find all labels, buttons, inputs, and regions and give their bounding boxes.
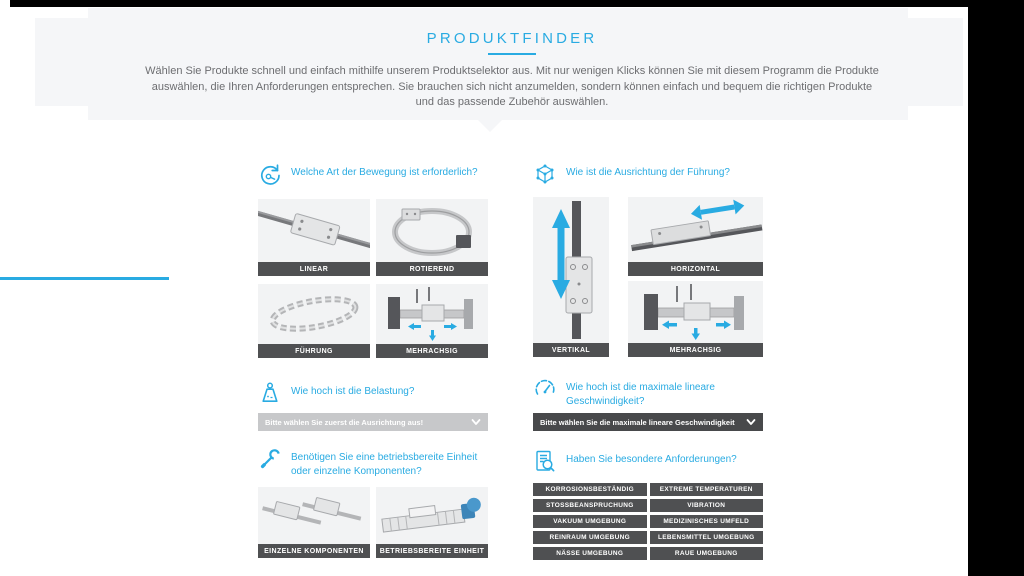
tile-rotierend[interactable] <box>376 199 488 276</box>
speedometer-icon <box>533 377 557 401</box>
question-movement <box>258 162 496 186</box>
question-speed <box>533 377 771 408</box>
tile-mehrachsig-label: MEHRACHSIG <box>376 344 488 358</box>
question-requirements-label: Haben Sie besondere Anforderungen? <box>566 454 737 465</box>
wrench-icon <box>258 447 282 471</box>
tile-fuehrung[interactable] <box>258 284 370 358</box>
fuehrung-product-image <box>258 284 370 344</box>
question-load <box>258 381 496 405</box>
page-title: PRODUKTFINDER <box>426 30 598 47</box>
req-button-stossbeanspruchung[interactable]: STOSSBEANSPRUCHUNG <box>533 499 647 512</box>
header-notch <box>477 119 503 132</box>
req-button-korrosionsbestaendig[interactable]: KORROSIONSBESTÄNDIG <box>533 483 647 496</box>
tile-linear[interactable] <box>258 199 370 276</box>
chevron-down-icon <box>746 417 756 427</box>
question-load-label: Wie hoch ist die Belastung? <box>291 386 415 397</box>
load-dropdown[interactable] <box>258 413 488 431</box>
header <box>142 30 882 111</box>
tile-rotierend-label: ROTIEREND <box>376 262 488 276</box>
question-orientation <box>533 162 771 186</box>
cube-axes-icon <box>533 162 557 186</box>
top-black-bar <box>10 0 968 7</box>
tile-betriebsbereite-einheit-label: BETRIEBSBEREITE EINHEIT <box>376 544 488 558</box>
tile-einzelne-komponenten-label: EINZELNE KOMPONENTEN <box>258 544 370 558</box>
tile-einzelne-komponenten[interactable] <box>258 487 370 558</box>
req-button-extreme-temperaturen[interactable]: EXTREME TEMPERATUREN <box>650 483 764 496</box>
speed-dropdown[interactable] <box>533 413 763 431</box>
requirements-grid <box>533 483 763 560</box>
tile-horizontal[interactable] <box>628 197 763 276</box>
tile-betriebsbereite-einheit[interactable] <box>376 487 488 558</box>
tile-vertikal[interactable] <box>533 197 609 357</box>
betriebsbereite-einheit-product-image <box>376 487 488 544</box>
speed-dropdown-value: Bitte wählen Sie die maximale lineare Geschwindigkeit <box>540 417 735 427</box>
mehrachsig-2-product-image <box>628 281 763 343</box>
checklist-search-icon <box>533 449 557 473</box>
tile-vertikal-label: VERTIKAL <box>533 343 609 357</box>
linear-product-image <box>258 199 370 262</box>
question-unit-label: Benötigen Sie eine betriebsbereite Einheit oder einzelne Komponenten? <box>291 452 478 477</box>
page-description: Wählen Sie Produkte schnell und einfach mithilfe unserem Produktselektor aus. Mit nur wenigen Klicks können Sie mit diesem Programm die Produkte auswählen, die Ihren Anforderungen entsprechen. Sie brauchen sich nicht anzumelden, sondern können einfach und bequem die richtigen Produkte und das passende Zubehör auswählen. <box>145 65 879 109</box>
title-underline <box>488 53 536 55</box>
question-requirements <box>533 449 771 473</box>
question-unit <box>258 447 496 478</box>
right-black-bar <box>968 0 1024 576</box>
req-button-naesse-umgebung[interactable]: NÄSSE UMGEBUNG <box>533 547 647 560</box>
question-movement-label: Welche Art der Bewegung ist erforderlich? <box>291 167 478 178</box>
rotierend-product-image <box>376 199 488 262</box>
req-button-reinraum-umgebung[interactable]: REINRAUM UMGEBUNG <box>533 531 647 544</box>
question-speed-label: Wie hoch ist die maximale lineare Geschwindigkeit? <box>566 382 715 407</box>
question-orientation-label: Wie ist die Ausrichtung der Führung? <box>566 167 730 178</box>
chevron-down-icon <box>471 417 481 427</box>
mehrachsig-product-image <box>376 284 488 344</box>
vertikal-product-image <box>533 197 609 343</box>
rotation-arrow-icon <box>258 162 282 186</box>
req-button-vibration[interactable]: VIBRATION <box>650 499 764 512</box>
tile-horizontal-label: HORIZONTAL <box>628 262 763 276</box>
einzelne-komponenten-product-image <box>258 487 370 544</box>
req-button-vakuum-umgebung[interactable]: VAKUUM UMGEBUNG <box>533 515 647 528</box>
req-button-lebensmittel-umgebung[interactable]: LEBENSMITTEL UMGEBUNG <box>650 531 764 544</box>
tile-fuehrung-label: FÜHRUNG <box>258 344 370 358</box>
blue-accent-line <box>0 277 169 280</box>
req-button-raue-umgebung[interactable]: RAUE UMGEBUNG <box>650 547 764 560</box>
tile-linear-label: LINEAR <box>258 262 370 276</box>
weight-icon <box>258 381 282 405</box>
req-button-medizinisches-umfeld[interactable]: MEDIZINISCHES UMFELD <box>650 515 764 528</box>
tile-mehrachsig-2-label: MEHRACHSIG <box>628 343 763 357</box>
load-dropdown-value: Bitte wählen Sie zuerst die Ausrichtung aus! <box>265 417 424 427</box>
horizontal-product-image <box>628 197 763 262</box>
tile-mehrachsig-2[interactable] <box>628 281 763 357</box>
tile-mehrachsig[interactable] <box>376 284 488 358</box>
